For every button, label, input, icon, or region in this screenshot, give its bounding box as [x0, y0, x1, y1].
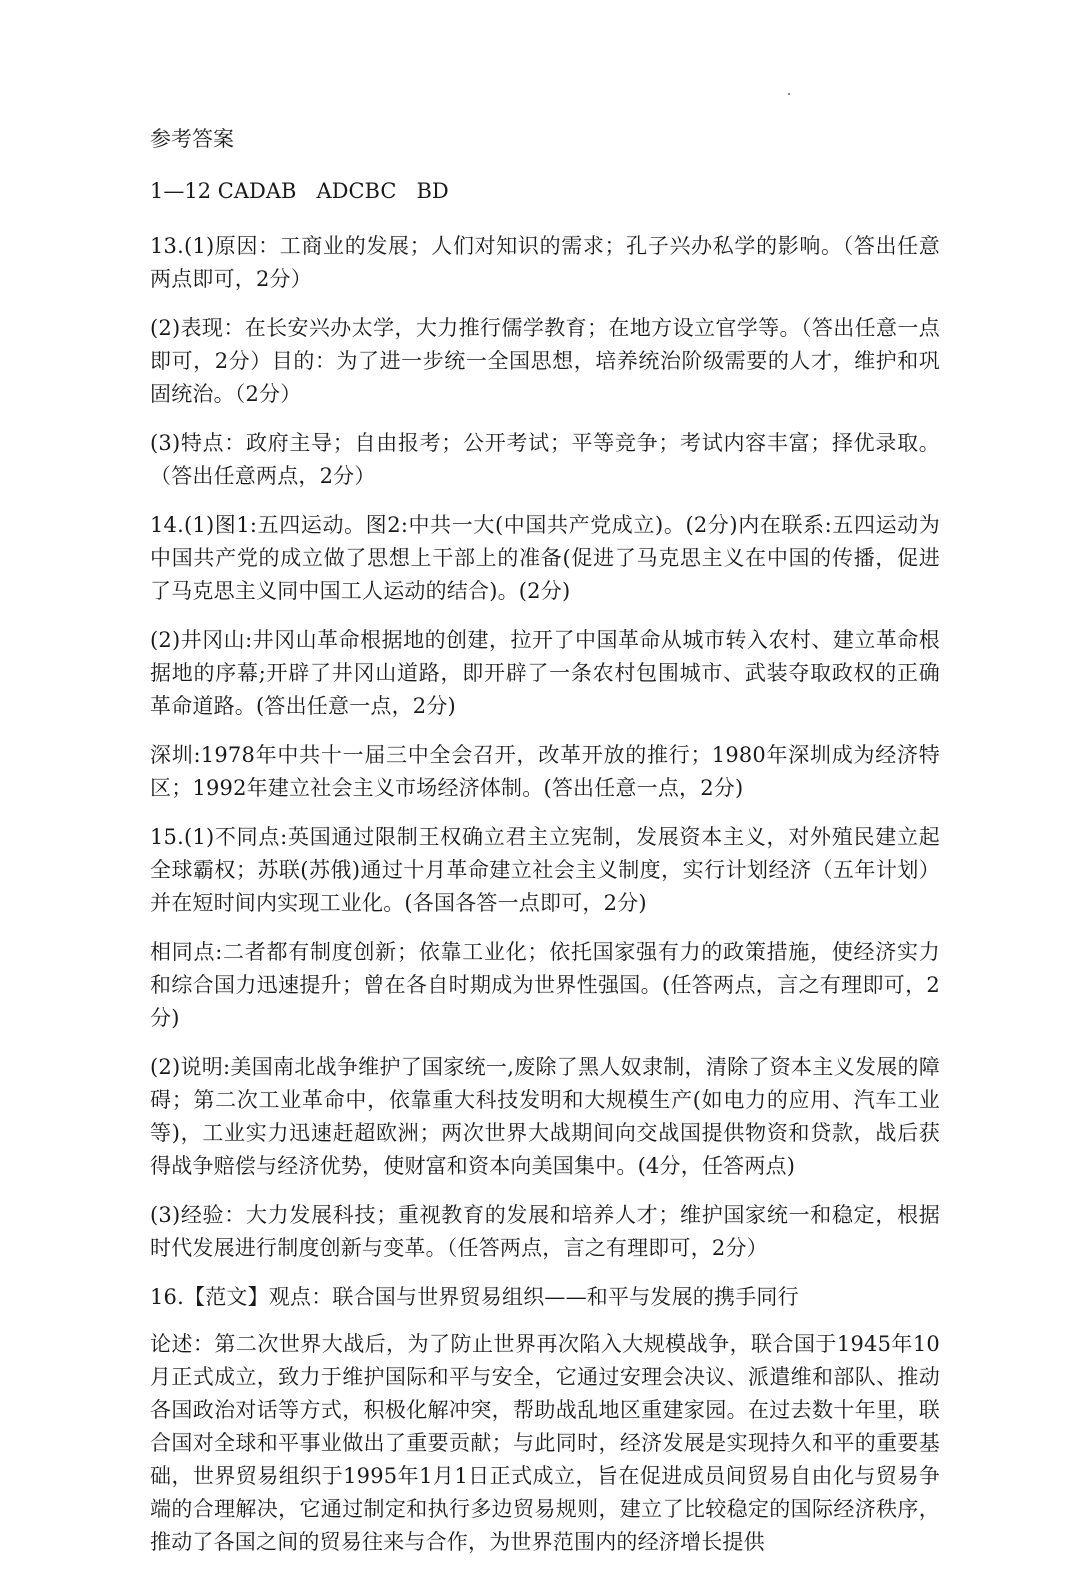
answer-13-3: (3)特点：政府主导；自由报考；公开考试；平等竞争；考试内容丰富；择优录取。（答出任意两点，2分）: [150, 431, 940, 488]
answer-13-1: 13.(1)原因：工商业的发展；人们对知识的需求；孔子兴办私学的影响。（答出任意两点即可，2分）: [150, 234, 940, 291]
scan-speck: [788, 93, 790, 95]
answer-14-2-shenzhen: 深圳:1978年中共十一届三中全会召开，改革开放的推行；1980年深圳成为经济特区；1992年建立社会主义市场经济体制。(答出任意一点，2分): [150, 743, 940, 800]
answer-14-1: 14.(1)图1:五四运动。图2:中共一大(中国共产党成立)。(2分)内在联系:五四运动为中国共产党的成立做了思想上干部上的准备(促进了马克思主义在中国的传播，促进了马克思主义同中国工人运动的结合)。(2分): [150, 513, 940, 603]
answer-14-2-jinggangshan: (2)井冈山:井冈山革命根据地的创建，拉开了中国革命从城市转入农村、建立革命根据地的序幕;开辟了井冈山道路，即开辟了一条农村包围城市、武装夺取政权的正确革命道路。(答出任意一点，2分): [150, 628, 940, 718]
answer-15-2: (2)说明:美国南北战争维护了国家统一,废除了黑人奴隶制，清除了资本主义发展的障碍；第二次工业革命中，依靠重大科技发明和大规模生产(如电力的应用、汽车工业等)，工业实力迅速赶超欧洲；两次世界大战期间向交战国提供物资和贷款，战后获得战争赔偿与经济优势，使财富和资本向美国集中。(4分，任答两点): [150, 1055, 940, 1178]
answer-15-3: (3)经验：大力发展科技；重视教育的发展和培养人才；维护国家统一和稳定，根据时代发展进行制度创新与变革。（任答两点，言之有理即可，2分）: [150, 1203, 940, 1260]
answer-15-1-similarities: 相同点:二者都有制度创新；依靠工业化；依托国家强有力的政策措施，使经济实力和综合国力迅速提升；曾在各自时期成为世界性强国。(任答两点，言之有理即可，2分): [150, 940, 940, 1030]
multiple-choice-answers: 1—12 CADAB ADCBC BD: [150, 179, 449, 203]
answer-16-viewpoint: 16.【范文】观点：联合国与世界贸易组织——和平与发展的携手同行: [150, 1285, 799, 1309]
answer-15-1-differences: 15.(1)不同点:英国通过限制王权确立君主立宪制，发展资本主义，对外殖民建立起全球霸权；苏联(苏俄)通过十月革命建立社会主义制度，实行计划经济（五年计划）并在短时间内实现工业化。(各国各答一点即可，2分): [150, 825, 940, 915]
answer-13-2: (2)表现：在长安兴办太学，大力推行儒学教育；在地方设立官学等。（答出任意一点即可，2分）目的：为了进一步统一全国思想，培养统治阶级需要的人才，维护和巩固统治。（2分）: [150, 316, 940, 406]
document-title: 参考答案: [150, 127, 234, 151]
answer-document: [150, 124, 940, 1575]
answer-16-argument: 论述：第二次世界大战后，为了防止世界再次陷入大规模战争，联合国于1945年10月正式成立，致力于维护国际和平与安全，它通过安理会决议、派遣维和部队、推动各国政治对话等方式，积极化解冲突，帮助战乱地区重建家园。在过去数十年里，联合国对全球和平事业做出了重要贡献；与此同时，经济发展是实现持久和平的重要基础，世界贸易组织于1995年1月1日正式成立，旨在促进成员间贸易自由化与贸易争端的合理解决，它通过制定和执行多边贸易规则，建立了比较稳定的国际经济秩序，推动了各国之间的贸易往来与合作，为世界范围内的经济增长提供: [150, 1332, 940, 1554]
